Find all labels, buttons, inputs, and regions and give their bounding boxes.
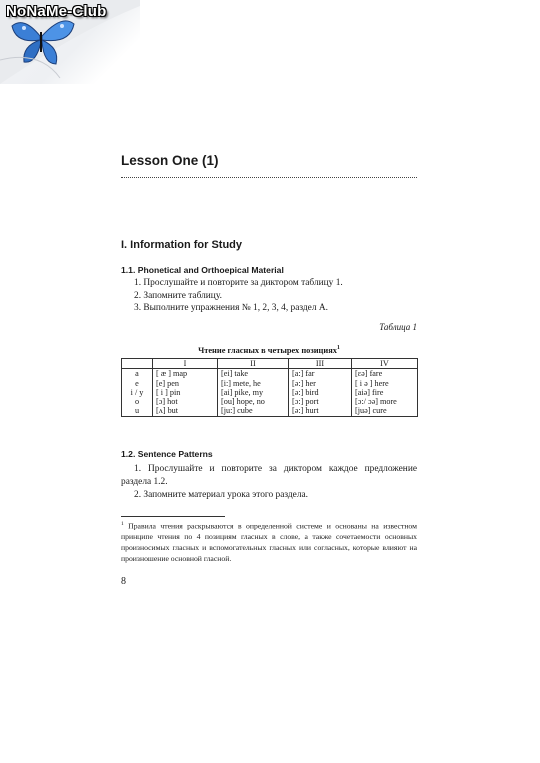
table-title [121,345,417,355]
footnote-text: Правила чтения раскрываются в определенной системе и основаны на известном принципе чтения по 4 позициям гласных в слове, а также сочетаемости основных произносимых гласных и вспомогательных гласных или согласных, которые влияют на произношение основной гласной. [121,521,417,563]
table-cell: [i:] mete, he [218,379,289,388]
table-cell: [juə] cure [352,406,418,416]
section-heading: I. Information for Study [121,239,242,251]
vowel-table [121,358,418,417]
table-cell: [ju:] cube [218,406,289,416]
watermark-text: NoNaMe-Club [6,3,107,20]
list-item: 2. Запомните таблицу. [134,290,222,301]
instructions-list [134,277,343,315]
footnote-mark: 1 [336,345,340,351]
table-cell: [e] pen [153,379,218,388]
table-cell: [ei] take [218,369,289,379]
table-cell: [ɔ:] port [289,397,352,406]
table-cell: u [122,406,153,416]
page-number: 8 [121,576,126,587]
footnote-divider [121,516,225,517]
table-cell: [ æ ] map [153,369,218,379]
table-header: I [153,359,218,369]
table-cell: [a:] far [289,369,352,379]
table-cell: i / y [122,388,153,397]
paragraph: 1. Прослушайте и повторите за диктором каждое предложение раздела 1.2. [121,464,417,487]
table-cell: [ou] hope, no [218,397,289,406]
table-row [122,406,418,416]
table-cell: o [122,397,153,406]
table-caption: Таблица 1 [379,322,417,332]
list-item: 1. Прослушайте и повторите за диктором таблицу 1. [134,278,343,288]
table-cell: [aiə] fire [352,388,418,397]
table-cell: a [122,369,153,379]
table-header: II [218,359,289,369]
table-cell: [ i ] pin [153,388,218,397]
table-cell: [ i ə ] here [352,379,418,388]
table-row [122,388,418,397]
table-cell: [ʌ] but [153,406,218,416]
lesson-title: Lesson One (1) [121,153,219,168]
table-title-text: Чтение гласных в четырех позициях [198,345,337,355]
table-cell: [ə:] bird [289,388,352,397]
table-cell: e [122,379,153,388]
table-row [122,379,418,388]
table-cell: [ɛə] fare [352,369,418,379]
subsection-heading-1-2: 1.2. Sentence Patterns [121,449,213,459]
table-cell: [ə:] her [289,379,352,388]
paragraph: 2. Запомните материал урока этого раздела. [134,490,309,500]
table-header-row [122,359,418,369]
table-header [122,359,153,369]
table-cell: [ai] pike, my [218,388,289,397]
table-header: IV [352,359,418,369]
table-cell: [ɔ:/ ɔə] more [352,397,418,406]
footnote-mark: 1 [121,521,124,527]
table-cell: [ə:] hurt [289,406,352,416]
watermark-logo [0,0,140,84]
footnote [121,519,417,564]
table-header: III [289,359,352,369]
table-row [122,369,418,379]
table-row [122,397,418,406]
table-cell: [ɔ] hot [153,397,218,406]
subsection-heading-1-1: 1.1. Phonetical and Orthoepical Material [121,265,284,275]
dotted-divider [121,177,417,178]
list-item: 3. Выполните упражнения № 1, 2, 3, 4, раздел А. [134,303,328,314]
